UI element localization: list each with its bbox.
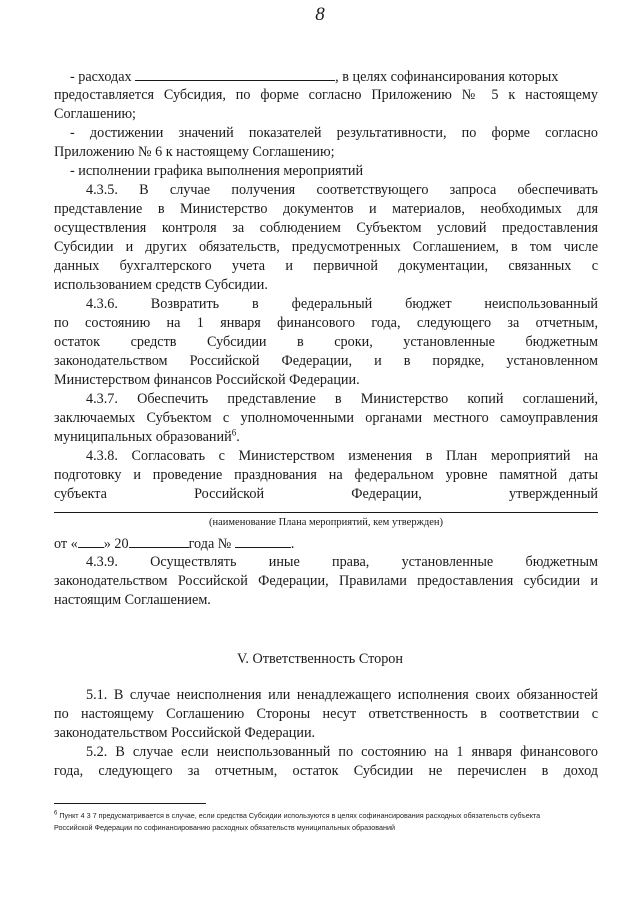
text-line: по состоянию на 1 января финансового года, следующего за отчетным, [54,315,598,331]
day-blank [78,534,104,548]
text-fragment: от « [54,536,78,552]
text-line: остаток средств Субсидии в сроки, установленные бюджетным [54,334,598,350]
number-blank [235,534,291,548]
year-blank [129,534,189,548]
text-line: представление в Министерство документов и материалов, необходимых для [54,201,598,217]
footnote-mark: 6 [54,810,58,817]
text-line: 4.3.6. Возвратить в федеральный бюджет неиспользованный [86,296,598,312]
text-line: года, следующего за отчетным, остаток Субсидии не перечислен в доход [54,763,598,779]
text-line: 4.3.7. Обеспечить представление в Министерство копий соглашений, [86,391,598,407]
text-line: 4.3.5. В случае получения соответствующего запроса обеспечивать [86,182,598,198]
footnote-line [54,810,600,822]
text-line: 5.2. В случае если неиспользованный по состоянию на 1 января финансового [86,744,598,760]
text-line: настоящим Соглашением. [54,592,211,608]
fill-in-blank [135,67,335,81]
text-fragment: года № [188,536,232,552]
text-fragment: . [290,536,295,552]
text-line: предоставляется Субсидия, по форме согласно Приложению № 5 к настоящему [54,87,598,103]
footnote-separator [54,803,206,804]
text-line: 4.3.9. Осуществлять иные права, установленные бюджетным [86,554,598,570]
text-line: Соглашению; [54,106,136,122]
text-line [54,534,598,554]
text-line: использованием средств Субсидии. [54,277,268,293]
text-fragment: . [236,429,240,445]
text-fragment: муниципальных образований [54,429,232,445]
text-line: данных бухгалтерского учета и первичной документации, связанных с [54,258,598,274]
text-line: осуществления контроля за соблюдением Субъектом условий предоставления [54,220,598,236]
text-line: 5.1. В случае неисполнения или ненадлежащего исполнения своих обязанностей [86,687,598,703]
text-line: законодательством Российской Федерации. [54,725,316,741]
text-line: 4.3.8. Согласовать с Министерством изменения в План мероприятий на [86,448,598,464]
text-fragment: , в целях софинансирования которых [335,69,559,85]
text-line: Субсидии и других обязательств, предусмотренных Соглашением, в том числе [54,239,598,255]
text-line: законодательством Российской Федерации, и в порядке, установленном [54,353,598,369]
page-number: 8 [315,4,325,25]
text-line [54,428,598,447]
text-line: субъекта Российской Федерации, утвержденный [54,486,598,502]
text-line: - достижении значений показателей результативности, по форме согласно [70,125,598,141]
footnote-text: Пункт 4 3 7 предусматривается в случае, если средства Субсидии используются в целях софинансирования расходных обязательств субъекта [59,811,541,820]
text-line: Приложению № 6 к настоящему Соглашению; [54,144,335,160]
text-line: заключаемых Субъектом с уполномоченными органами местного самоуправления [54,410,598,426]
footnote-line: Российской Федерации по софинансированию расходных обязательств муниципальных образований [54,823,395,832]
text-line: по настоящему Соглашению Стороны несут ответственность в соответствии с [54,706,598,722]
text-line: подготовку и проведение празднования на федеральном уровне памятной даты [54,467,598,483]
section-heading: V. Ответственность Сторон [237,651,403,667]
text-fragment: - расходах [70,69,132,85]
text-line: - исполнении графика выполнения мероприятий [70,163,364,179]
footnote-reference: 6 [231,427,237,438]
plan-name-fill-line [54,512,598,513]
text-line: законодательством Российской Федерации, Правилами предоставления субсидии и [54,573,598,589]
text-fragment: » 20 [103,536,129,552]
text-line [70,67,598,87]
plan-name-caption: (наименование Плана мероприятий, кем утвержден) [209,517,443,528]
text-line: Министерством финансов Российской Федерации. [54,372,360,388]
